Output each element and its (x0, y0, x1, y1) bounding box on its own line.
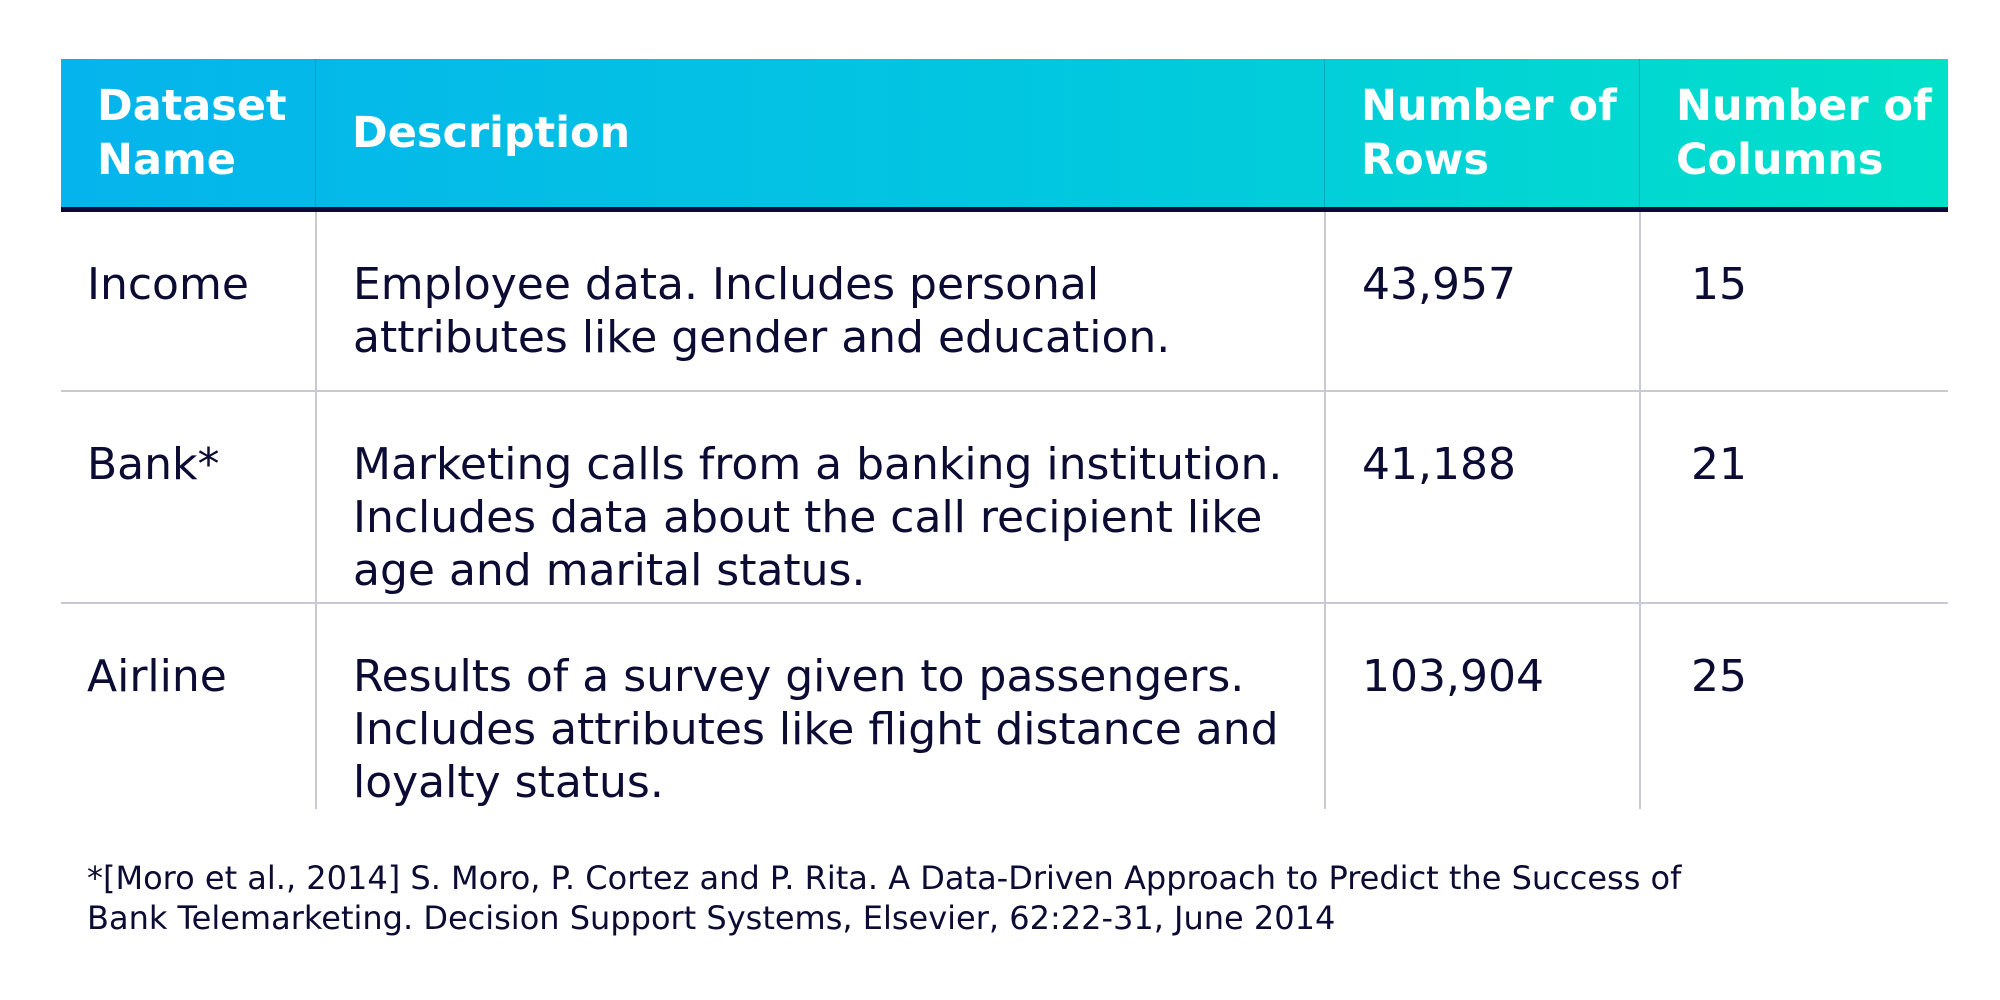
table-row (61, 212, 1948, 392)
cell-dataset-name: Income (87, 259, 249, 310)
header-dataset-name: Dataset Name (97, 81, 287, 185)
dataset-table (61, 59, 1948, 808)
cell-row-count: 41,188 (1324, 392, 1639, 602)
cell-row-count: 43,957 (1324, 212, 1639, 390)
citation-footnote (87, 858, 1887, 938)
cell-dataset-name: Airline (87, 651, 227, 702)
cell-description: Employee data. Includes personal attributes like gender and education. (315, 212, 1324, 390)
header-number-of-rows: Number of Rows (1324, 59, 1639, 207)
cell-description: Marketing calls from a banking institution. Includes data about the call recipient like age and marital status. (315, 392, 1324, 602)
cell-column-count: 15 (1639, 212, 1948, 390)
cell-column-count: 25 (1639, 604, 1948, 809)
cell-dataset-name: Bank* (87, 439, 220, 490)
header-number-of-columns: Number of Columns (1639, 59, 1948, 207)
footnote-line-1: *[Moro et al., 2014] S. Moro, P. Cortez and P. Rita. A Data-Driven Approach to Predict the Success of (87, 859, 1682, 897)
cell-column-count: 21 (1639, 392, 1948, 602)
footnote-line-2: Bank Telemarketing. Decision Support Systems, Elsevier, 62:22-31, June 2014 (87, 899, 1336, 937)
table-header-row (61, 59, 1948, 212)
cell-row-count: 103,904 (1324, 604, 1639, 809)
header-description: Description (315, 59, 1324, 207)
cell-description: Results of a survey given to passengers. Includes attributes like flight distance and loyalty status. (315, 604, 1324, 809)
table-row (61, 604, 1948, 808)
table-row (61, 392, 1948, 604)
